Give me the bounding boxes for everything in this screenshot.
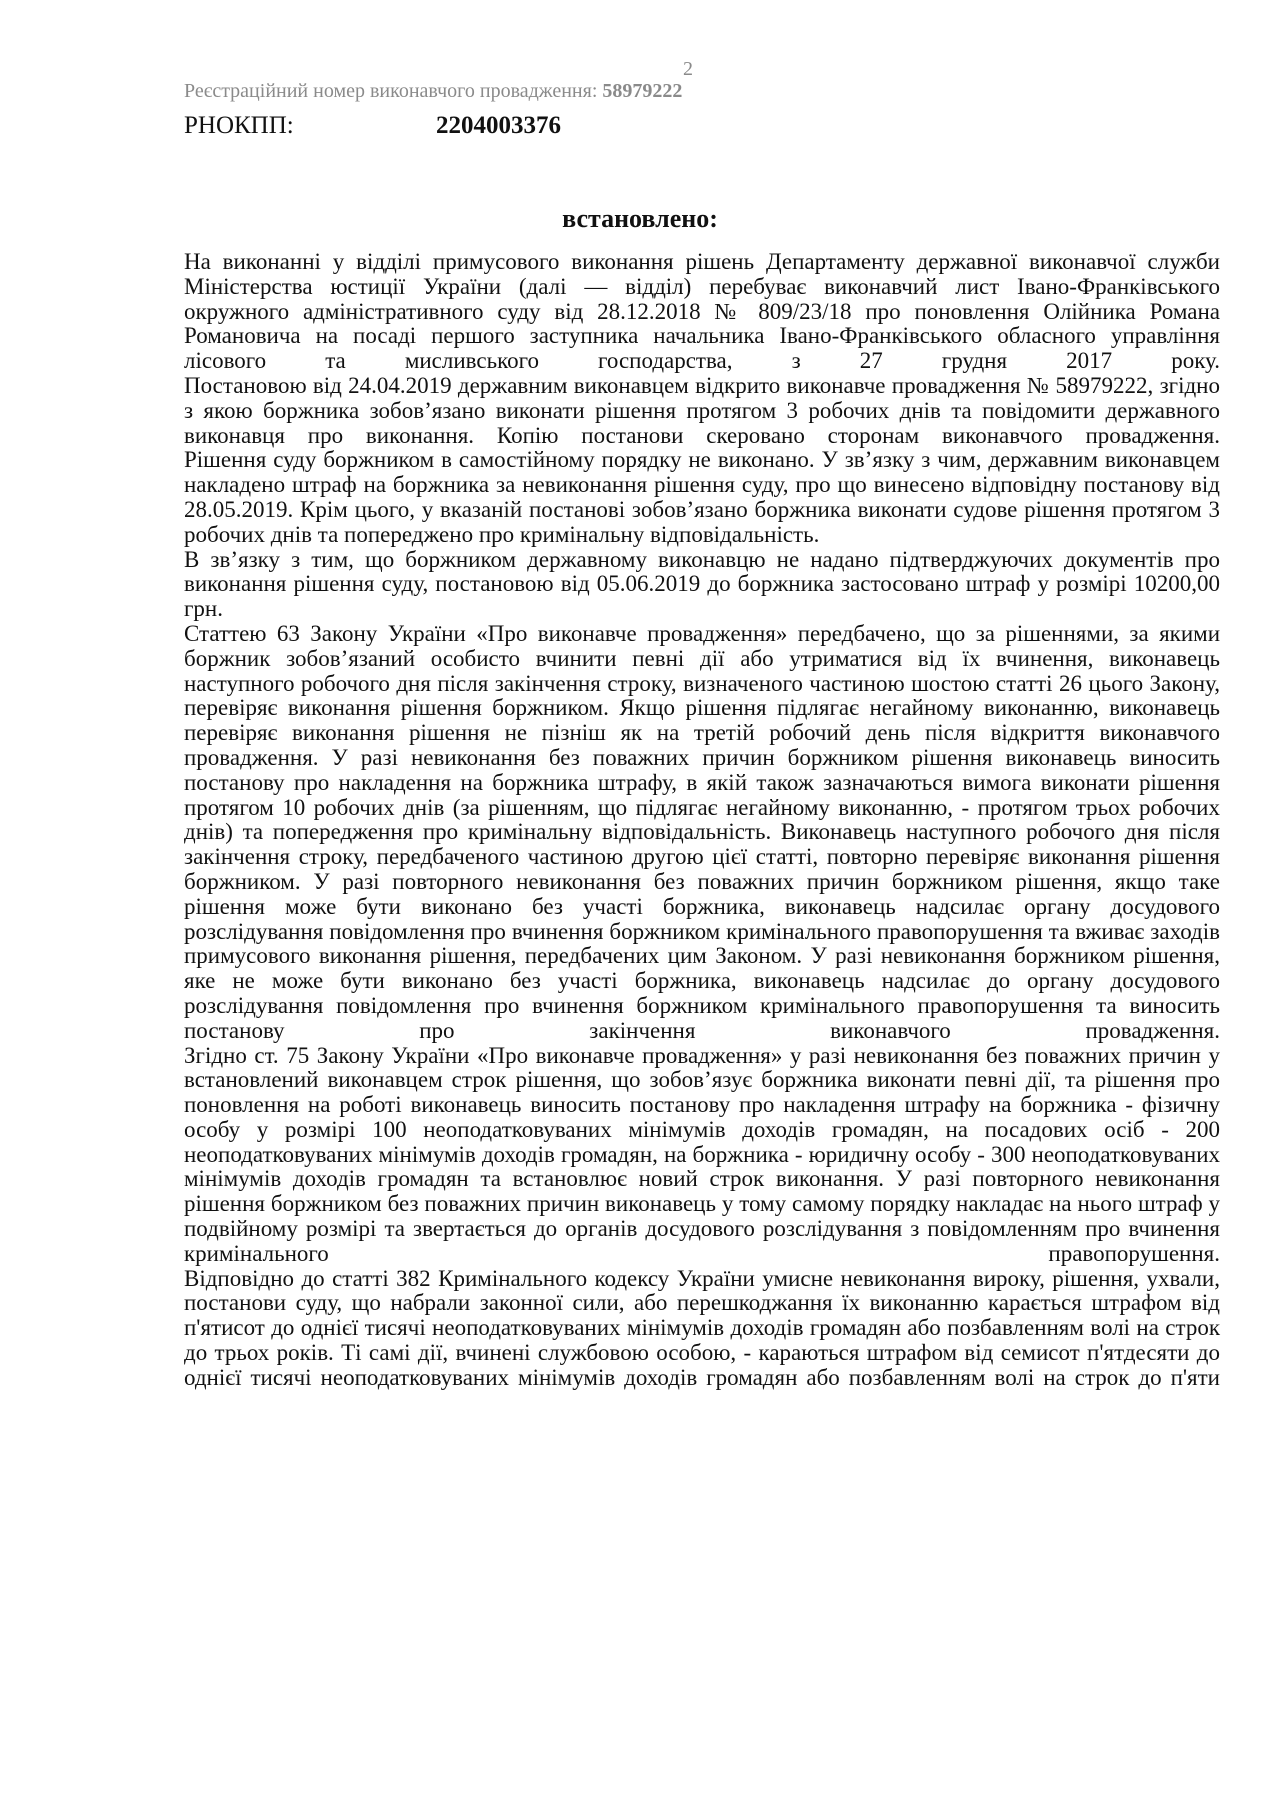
section-heading: встановлено:	[562, 204, 718, 233]
document-body	[184, 250, 1220, 1391]
rnokpp-line	[184, 112, 561, 140]
paragraph: Рішення суду боржником в самостійному порядку не виконано. У зв’язку з чим, державним виконавцем накладено штраф на боржника за невиконання рішення суду, про що винесено відповідну постанову від 28.05.2019. Крім цього, у вказаній постанові зобов’язано боржника виконати судове рішення протягом 3 робочих днів та попереджено про кримінальну відповідальність.	[184, 447, 1220, 547]
registration-number-value: 58979222	[602, 80, 683, 102]
paragraph: Згідно ст. 75 Закону України «Про виконавче провадження» у разі невиконання без поважних причин у встановлений виконавцем строк рішення, що зобов’язує боржника виконати певні дії, та рішення про поновлення на роботі виконавець виносить постанову про накладення штрафу на боржника - фізичну особу у розмірі 100 неоподатковуваних мінімумів доходів громадян, на посадових осіб - 200 неоподатковуваних мінімумів доходів громадян, на боржника - юридичну особу - 300 неоподатковуваних мінімумів доходів громадян та встановлює новий строк виконання. У разі повторного невиконання рішення боржником без поважних причин виконавець у тому самому порядку накладає на нього штраф у подвійному розмірі та звертається до органів досудового розслідування з повідомленням про вчинення кримінального правопорушення.	[184, 1042, 1220, 1266]
paragraph: На виконанні у відділі примусового виконання рішень Департаменту державної виконавчої служби Міністерства юстиції України (далі — відділ) перебуває виконавчий лист Івано-Франківського окружного адміністративного суду від 28.12.2018 № 809/23/18 про поновлення Олійника Романа Романовича на посаді першого заступника начальника Івано-Франківського обласного управління лісового та мисливського господарства, з 27 грудня 2017 року.	[184, 249, 1220, 374]
rnokpp-label: РНОКПП:	[184, 112, 294, 139]
registration-number-label: Реєстраційний номер виконавчого провадження:	[184, 80, 598, 102]
paragraph: Статтею 63 Закону України «Про виконавче провадження» передбачено, що за рішеннями, за якими боржник зобов’язаний особисто вчинити певні дії або утриматися від їх вчинення, виконавець наступного робочого дня після закінчення строку, визначеного частиною шостою статті 26 цього Закону, перевіряє виконання рішення боржником. Якщо рішення підлягає негайному виконанню, виконавець перевіряє виконання рішення не пізніш як на третій робочий день після відкриття виконавчого провадження. У разі невиконання без поважних причин боржником рішення виконавець виносить постанову про накладення на боржника штрафу, в якій також зазначаються вимога виконати рішення протягом 10 робочих днів (за рішенням, що підлягає негайному виконанню, - протягом трьох робочих днів) та попередження про кримінальну відповідальність. Виконавець наступного робочого дня після закінчення строку, передбаченого частиною другою цієї статті, повторно перевіряє виконання рішення боржником. У разі повторного невиконання без поважних причин боржником рішення, якщо таке рішення може бути виконано без участі боржника, виконавець надсилає органу досудового розслідування повідомлення про вчинення боржником кримінального правопорушення та вживає заходів примусового виконання рішення, передбачених цим Законом. У разі невиконання боржником рішення, яке не може бути виконано без участі боржника, виконавець надсилає до органу досудового розслідування повідомлення про вчинення боржником кримінального правопорушення та виносить постанову про закінчення виконавчого провадження.	[184, 620, 1220, 1043]
paragraph: В зв’язку з тим, що боржником державному виконавцю не надано підтверджуючих документів про виконання рішення суду, постановою від 05.06.2019 до боржника застосовано штраф у розмірі 10200,00 грн.	[184, 546, 1220, 622]
paragraph: Відповідно до статті 382 Кримінального кодексу України умисне невиконання вироку, рішення, ухвали, постанови суду, що набрали законної сили, або перешкоджання їх виконанню карається штрафом від п'ятисот до однієї тисячі неоподатковуваних мінімумів доходів громадян або позбавленням волі на строк до трьох років. Ті самі дії, вчинені службовою особою, - караються штрафом від семисот п'ятдесяти до однієї тисячі неоподатковуваних мінімумів доходів громадян або позбавленням волі на строк до п'яти	[184, 1265, 1220, 1390]
paragraph: Постановою від 24.04.2019 державним виконавцем відкрито виконавче провадження № 58979222, згідно з якою боржника зобов’язано виконати рішення протягом 3 робочих днів та повідомити державного виконавця про виконання. Копію постанови скеровано сторонам виконавчого провадження.	[184, 372, 1220, 448]
rnokpp-value: 2204003376	[436, 112, 561, 139]
registration-number-line	[184, 80, 682, 103]
page-number: 2	[683, 58, 693, 80]
